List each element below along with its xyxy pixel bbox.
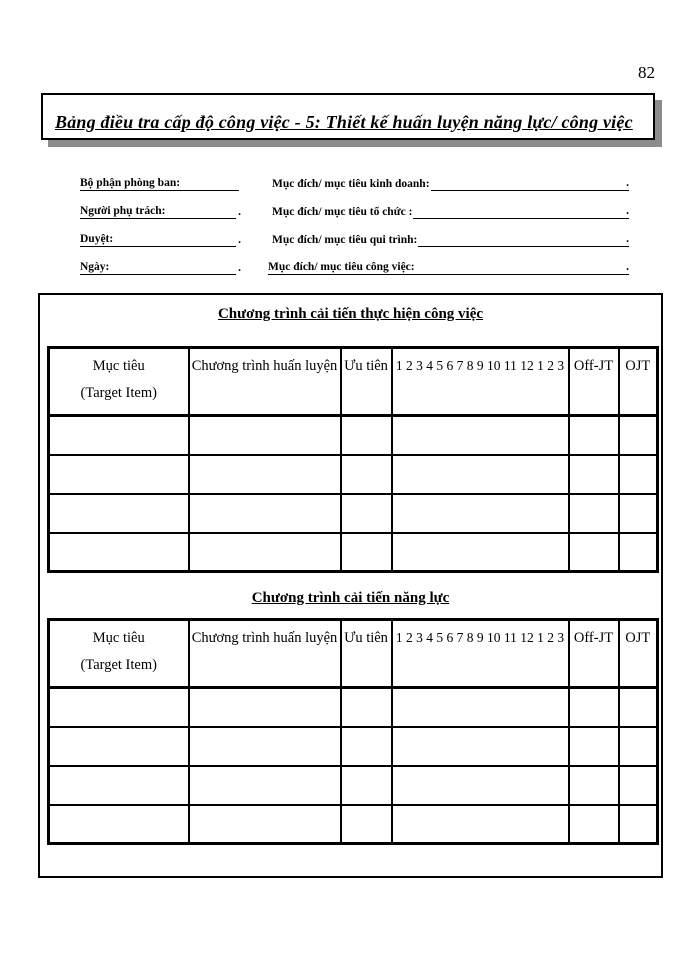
field-label: Người phụ trách: xyxy=(80,204,166,219)
form-row-business-goal xyxy=(272,174,629,191)
empty-cell xyxy=(49,688,189,727)
empty-cell xyxy=(392,727,569,766)
section-title-competency: Chương trình cải tiến năng lực xyxy=(251,590,450,606)
form-row-process-goal xyxy=(272,230,629,247)
empty-cell xyxy=(392,455,569,494)
empty-cell xyxy=(341,688,392,727)
empty-cell xyxy=(569,688,619,727)
header-line2: (Target Item) xyxy=(80,657,157,673)
line-suffix: . xyxy=(624,260,629,275)
col-header-training-program: Chương trình huấn luyện xyxy=(189,620,341,688)
empty-cell xyxy=(392,494,569,533)
empty-cell xyxy=(341,727,392,766)
job-performance-improvement-table xyxy=(47,346,659,573)
form-row-organization-goal xyxy=(272,202,629,219)
col-header-target-item xyxy=(49,348,189,416)
col-header-ojt: OJT xyxy=(619,348,658,416)
line-suffix: . xyxy=(624,176,629,191)
page-title: Bảng điều tra cấp độ công việc - 5: Thiết kế huấn luyện năng lực/ công việc xyxy=(55,112,633,132)
field-label: Mục đích/ mục tiêu công việc: xyxy=(268,260,416,275)
line-suffix: . xyxy=(624,232,629,247)
empty-cell xyxy=(189,416,341,455)
field-label: Mục đích/ mục tiêu kinh doanh: xyxy=(272,177,430,190)
months-numbers: 1 2 3 4 5 6 7 8 9 10 11 12 1 2 3 xyxy=(395,358,565,373)
col-header-priority: Ưu tiên xyxy=(341,620,392,688)
form-row-approved xyxy=(80,230,241,247)
field-label: Mục đích/ mục tiêu tổ chức : xyxy=(272,205,413,218)
empty-cell xyxy=(569,494,619,533)
blank-line xyxy=(166,202,236,219)
table-row xyxy=(49,688,658,727)
empty-cell xyxy=(341,533,392,572)
col-header-offjt: Off-JT xyxy=(569,620,619,688)
empty-cell xyxy=(341,455,392,494)
blank-line xyxy=(418,230,624,247)
table-row xyxy=(49,494,658,533)
empty-cell xyxy=(392,688,569,727)
empty-cell xyxy=(569,416,619,455)
empty-cell xyxy=(392,416,569,455)
empty-cell xyxy=(189,727,341,766)
table-row xyxy=(49,455,658,494)
table-row xyxy=(49,766,658,805)
field-label: Mục đích/ mục tiêu qui trình: xyxy=(272,233,418,246)
table-row xyxy=(49,727,658,766)
empty-cell xyxy=(569,533,619,572)
header-row xyxy=(49,620,658,688)
empty-cell xyxy=(341,766,392,805)
empty-cell xyxy=(569,727,619,766)
competency-improvement-table xyxy=(47,618,659,845)
line-suffix: . xyxy=(624,204,629,219)
title-banner xyxy=(41,93,655,140)
col-header-months xyxy=(392,348,569,416)
empty-cell xyxy=(392,805,569,844)
empty-cell xyxy=(49,533,189,572)
empty-cell xyxy=(619,416,658,455)
field-label: Duyệt: xyxy=(80,232,114,247)
tables-container xyxy=(38,293,663,878)
empty-cell xyxy=(341,494,392,533)
empty-cell xyxy=(49,494,189,533)
col-header-offjt: Off-JT xyxy=(569,348,619,416)
table-row xyxy=(49,805,658,844)
blank-line xyxy=(416,258,625,275)
empty-cell xyxy=(341,805,392,844)
blank-line xyxy=(413,202,624,219)
col-header-priority: Ưu tiên xyxy=(341,348,392,416)
empty-cell xyxy=(619,688,658,727)
empty-cell xyxy=(619,455,658,494)
empty-cell xyxy=(392,766,569,805)
header-line2: (Target Item) xyxy=(80,385,157,401)
line-suffix: . xyxy=(238,205,241,218)
form-row-job-goal xyxy=(268,258,629,275)
line-suffix: . xyxy=(238,233,241,246)
blank-line xyxy=(431,174,625,191)
empty-cell xyxy=(189,688,341,727)
col-header-ojt: OJT xyxy=(619,620,658,688)
empty-cell xyxy=(189,805,341,844)
empty-cell xyxy=(49,455,189,494)
empty-cell xyxy=(189,766,341,805)
empty-cell xyxy=(49,727,189,766)
blank-line xyxy=(181,174,239,191)
empty-cell xyxy=(569,766,619,805)
empty-cell xyxy=(619,727,658,766)
table-row xyxy=(49,533,658,572)
form-row-date xyxy=(80,258,241,275)
empty-cell xyxy=(341,416,392,455)
empty-cell xyxy=(619,766,658,805)
empty-cell xyxy=(392,533,569,572)
empty-cell xyxy=(189,494,341,533)
table-row xyxy=(49,416,658,455)
line-suffix: . xyxy=(238,261,241,274)
empty-cell xyxy=(189,455,341,494)
col-header-target-item xyxy=(49,620,189,688)
col-header-training-program: Chương trình huấn luyện xyxy=(189,348,341,416)
empty-cell xyxy=(619,805,658,844)
field-label: Ngày: xyxy=(80,260,110,275)
empty-cell xyxy=(569,805,619,844)
header-row xyxy=(49,348,658,416)
form-row-person-in-charge xyxy=(80,202,241,219)
header-line1: Mục tiêu xyxy=(92,630,145,646)
section-title-job-performance: Chương trình cải tiến thực hiện công việc xyxy=(217,306,484,322)
blank-line xyxy=(110,258,236,275)
header-line1: Mục tiêu xyxy=(92,358,145,374)
page-number: 82 xyxy=(638,63,655,82)
empty-cell xyxy=(49,416,189,455)
blank-line xyxy=(114,230,236,247)
empty-cell xyxy=(619,533,658,572)
empty-cell xyxy=(569,455,619,494)
col-header-months xyxy=(392,620,569,688)
empty-cell xyxy=(619,494,658,533)
empty-cell xyxy=(49,805,189,844)
empty-cell xyxy=(189,533,341,572)
empty-cell xyxy=(49,766,189,805)
months-numbers: 1 2 3 4 5 6 7 8 9 10 11 12 1 2 3 xyxy=(395,630,565,645)
form-row-department xyxy=(80,174,241,191)
field-label: Bộ phận phòng ban: xyxy=(80,176,181,191)
